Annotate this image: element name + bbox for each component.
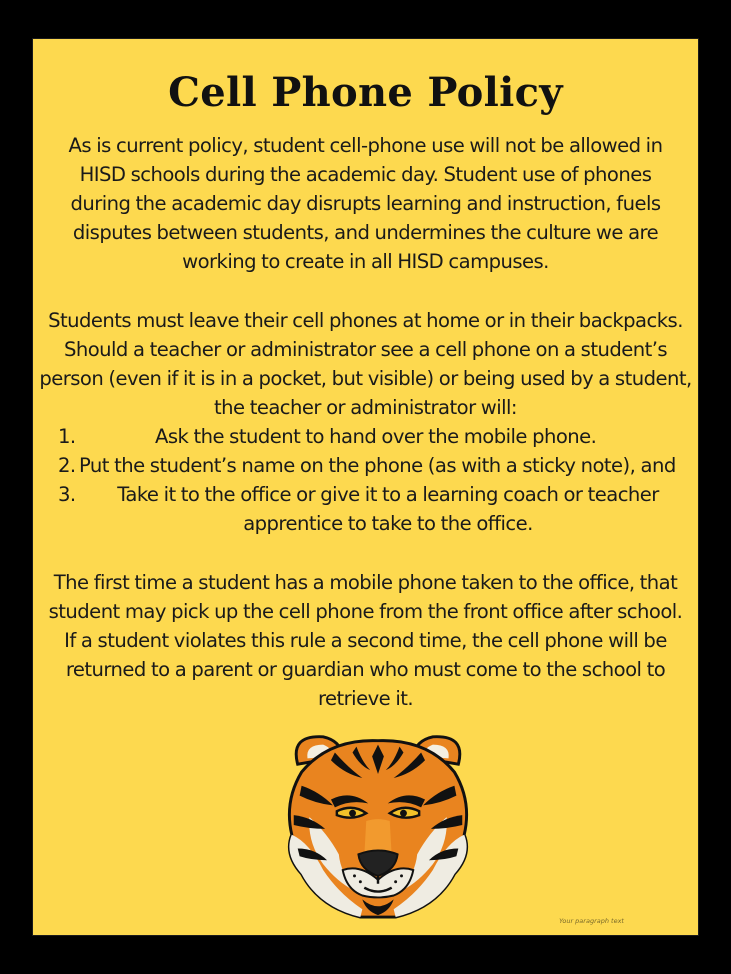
list-text: Take it to the office or give it to a learning coach or teacher apprentice to take to the office. [117,483,659,535]
poster-title: Cell Phone Policy [168,69,563,116]
tiger-mascot-icon [280,727,476,919]
placeholder-caption: Your paragraph text [559,917,624,925]
list-number: 2. [58,454,76,477]
policy-poster [32,38,699,936]
list-number: 1. [58,425,76,448]
policy-paragraph-consequences: The first time a student has a mobile phone taken to the office, that student may pick up the cell phone from the front office after school. If a student violates this rule a second time, the cell phone will be returned to a parent or guardian who must come to the school to retrieve it. [48,571,683,710]
policy-paragraph-intro: As is current policy, student cell-phone use will not be allowed in HISD schools during the academic day. Student use of phones during the academic day disrupts learning and instruction, fuels disputes between students, and undermines the culture we are working to create in all HISD campuses. [68,134,663,273]
list-text: Put the student’s name on the phone (as with a sticky note), and [79,454,676,477]
policy-paragraph-rules: Students must leave their cell phones at home or in their backpacks. Should a teacher or administrator see a cell phone on a student’s person (even if it is in a pocket, but visible) or being used by a student, the teacher or administrator will: [39,309,692,419]
list-text: Ask the student to hand over the mobile phone. [155,425,597,448]
list-number: 3. [58,483,76,506]
